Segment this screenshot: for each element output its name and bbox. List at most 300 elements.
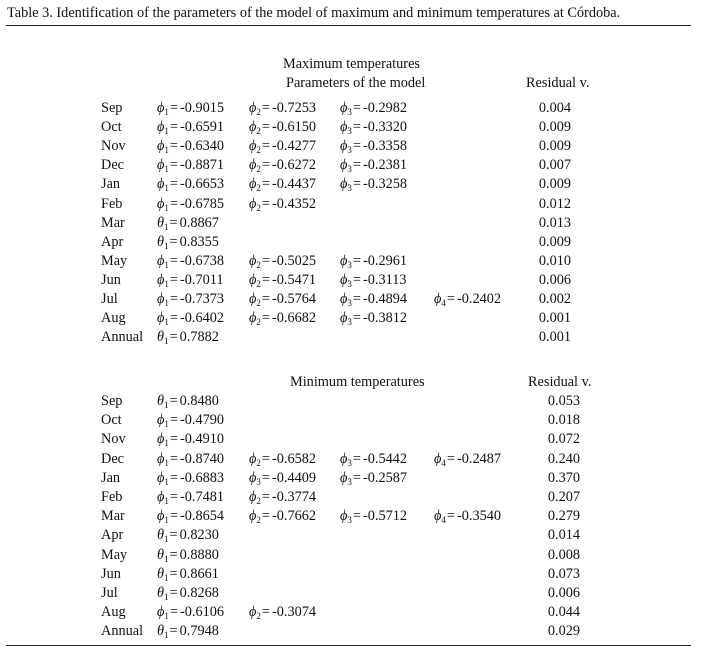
equals-sign: = [261,138,270,155]
parameter-symbol: ϕ [249,291,257,307]
parameter-subscript: 1 [164,164,169,175]
parameter-subscript: 1 [164,592,169,602]
parameter-subscript: 2 [256,107,261,117]
parameter-symbol: θ [157,623,165,640]
parameter-value [157,157,224,174]
parameter-symbol: ϕ [340,469,348,486]
parameter-subscript: 2 [256,259,261,270]
parameter-symbol: ϕ [340,508,348,525]
parameter-value [249,100,316,117]
residual-value: 0.018 [547,412,581,429]
parameter-value [340,272,407,289]
equals-sign: = [169,450,178,467]
parameter-value [157,310,224,327]
equals-sign: = [261,450,270,467]
equals-sign: = [352,271,361,288]
month-label: Apr [101,233,124,250]
month-label: Jan [101,176,121,193]
residual-value: 0.009 [538,119,572,136]
parameter-symbol: ϕ [249,252,257,269]
residual-value: 0.029 [547,623,581,640]
equals-sign: = [446,450,455,467]
parameter-symbol: ϕ [340,176,348,193]
residual-value: 0.072 [547,431,581,448]
parameter-number: -0.3812 [362,310,408,327]
equals-sign: = [261,271,270,288]
parameter-number: -0.7253 [271,100,317,116]
parameter-subscript: 4 [441,298,446,308]
parameter-symbol: ϕ [249,176,257,193]
parameter-symbol: ϕ [249,450,257,467]
parameter-value [340,451,407,468]
parameter-symbol: ϕ [340,271,348,288]
equals-sign: = [261,119,270,136]
table-row [0,470,716,489]
parameter-symbol: ϕ [157,252,165,269]
parameter-number: -0.5712 [362,508,408,525]
parameter-number: -0.6785 [179,195,225,212]
table-row [0,604,716,623]
parameter-value [157,253,224,270]
residual-value: 0.008 [547,546,581,563]
equals-sign: = [169,469,178,486]
parameter-value [157,566,219,583]
parameter-subscript: 2 [256,126,261,137]
equals-sign: = [169,214,178,231]
parameter-value [249,119,316,136]
parameter-subscript: 3 [347,107,352,117]
month-label: Mar [101,214,125,231]
parameter-symbol: ϕ [157,176,165,193]
parameter-symbol: ϕ [157,431,165,448]
equals-sign: = [169,157,178,174]
month-label: May [101,252,128,269]
residual-value: 0.014 [547,527,581,544]
parameter-symbol: ϕ [249,195,257,212]
parameter-symbol: ϕ [340,291,348,307]
parameter-value [157,138,224,155]
residual-value: 0.009 [538,233,572,250]
parameter-symbol: ϕ [157,489,165,505]
parameter-value [157,547,219,564]
parameter-value [157,508,224,525]
parameter-value [157,527,219,544]
equals-sign: = [169,393,178,409]
month-label: Sep [101,393,123,409]
parameter-subscript: 1 [164,336,169,347]
parameter-number: -0.2587 [362,469,408,486]
parameter-subscript: 3 [347,298,352,308]
parameter-value [157,412,224,429]
parameter-number: -0.5471 [271,271,317,288]
parameter-symbol: ϕ [249,271,257,288]
parameter-value [340,157,407,174]
parameter-number: 0.8355 [179,233,219,250]
equals-sign: = [352,119,361,136]
parameter-value [157,451,224,468]
parameter-value [249,253,316,270]
parameter-symbol: ϕ [249,310,257,327]
equals-sign: = [169,329,178,346]
residual-value: 0.207 [547,489,581,505]
parameter-subscript: 1 [164,107,169,117]
equals-sign: = [169,489,178,505]
parameter-subscript: 1 [164,572,169,583]
equals-sign: = [352,291,361,307]
parameter-number: 0.8268 [179,585,219,601]
parameter-value [249,291,316,308]
parameter-value [249,604,316,621]
parameter-subscript: 3 [347,145,352,156]
parameter-value [157,470,224,487]
parameter-value [157,329,219,346]
residual-value: 0.053 [547,393,581,409]
parameter-number: -0.4910 [179,431,225,448]
table-row [0,215,716,234]
month-label: Nov [101,138,126,155]
table-row [0,451,716,470]
parameter-number: 0.7882 [179,329,219,346]
table-row [0,431,716,450]
month-label: Oct [101,412,122,429]
parameter-number: -0.3258 [362,176,408,193]
parameter-value [157,119,224,136]
parameter-subscript: 1 [164,259,169,270]
parameter-value [340,138,407,155]
table-row [0,412,716,431]
table-row [0,623,716,642]
parameter-subscript: 3 [347,515,352,526]
parameter-symbol: ϕ [340,100,348,116]
parameter-number: -0.4409 [271,469,317,486]
parameter-subscript: 1 [164,438,169,449]
parameter-subscript: 1 [164,496,169,506]
parameter-number: -0.4437 [271,176,317,193]
parameter-value [434,291,501,308]
parameter-subscript: 1 [164,400,169,410]
parameter-value [157,291,224,308]
equals-sign: = [352,252,361,269]
equals-sign: = [169,565,178,582]
parameter-number: -0.2487 [456,450,502,467]
parameter-number: -0.3320 [362,119,408,136]
parameter-symbol: ϕ [249,119,257,136]
equals-sign: = [169,527,178,544]
residual-value: 0.006 [547,585,581,601]
equals-sign: = [352,157,361,174]
parameter-value [249,451,316,468]
table-row [0,329,716,348]
parameter-subscript: 4 [441,457,446,468]
table-row [0,196,716,215]
parameter-number: -0.7011 [179,271,224,288]
equals-sign: = [446,291,455,307]
parameter-subscript: 2 [256,298,261,308]
parameter-symbol: ϕ [340,138,348,155]
parameter-subscript: 1 [164,145,169,156]
parameter-subscript: 1 [164,457,169,468]
table-row [0,393,716,412]
parameter-number: -0.6738 [179,252,225,269]
parameter-subscript: 4 [441,515,446,526]
equals-sign: = [261,291,270,307]
parameter-symbol: ϕ [157,469,165,486]
parameter-subscript: 3 [347,476,352,487]
residual-value: 0.013 [538,214,572,231]
equals-sign: = [261,508,270,525]
equals-sign: = [169,176,178,193]
parameter-subscript: 1 [164,126,169,137]
parameter-symbol: ϕ [249,138,257,155]
parameter-symbol: ϕ [340,310,348,327]
parameter-number: -0.6106 [179,604,225,621]
parameter-subscript: 1 [164,317,169,328]
parameter-number: -0.3774 [271,489,317,505]
parameter-value [157,489,224,506]
parameter-subscript: 2 [256,496,261,506]
parameter-value [249,470,316,487]
parameter-symbol: θ [157,329,165,346]
parameter-symbol: ϕ [157,412,165,429]
table-row [0,157,716,176]
parameter-subscript: 3 [347,126,352,137]
parameter-value [434,451,501,468]
equals-sign: = [261,252,270,269]
parameter-symbol: ϕ [340,119,348,136]
residual-value: 0.001 [538,329,572,346]
table-row [0,527,716,546]
parameter-symbol: θ [157,585,165,601]
equals-sign: = [169,252,178,269]
equals-sign: = [169,291,178,307]
parameter-number: -0.8740 [179,450,225,467]
residual-value: 0.007 [538,157,572,174]
parameter-symbol: ϕ [340,450,348,467]
parameter-number: 0.8230 [179,527,219,544]
month-label: Jun [101,271,121,288]
residual-value: 0.009 [538,138,572,155]
parameter-value [157,393,219,410]
parameter-symbol: ϕ [340,157,348,174]
residual-value: 0.006 [538,271,572,288]
month-label: Sep [101,100,123,116]
parameter-subscript: 2 [256,457,261,468]
parameter-number: -0.2402 [456,291,502,307]
month-label: Mar [101,508,125,525]
parameter-value [157,604,224,621]
residual-value: 0.012 [538,195,572,212]
parameter-value [157,215,219,232]
parameter-subscript: 1 [164,240,169,251]
parameter-number: -0.8654 [179,508,225,525]
parameter-subscript: 2 [256,164,261,175]
parameter-subscript: 1 [164,630,169,641]
parameter-number: -0.6883 [179,469,225,486]
residual-value: 0.279 [547,508,581,525]
table-row [0,100,716,119]
parameter-number: -0.9015 [179,100,225,116]
equals-sign: = [352,176,361,193]
equals-sign: = [169,604,178,621]
parameter-number: -0.7481 [179,489,225,505]
equals-sign: = [261,469,270,486]
parameter-subscript: 1 [164,534,169,545]
min-section-title: Minimum temperatures [290,374,425,390]
equals-sign: = [169,508,178,525]
month-label: Dec [101,450,125,467]
parameter-subscript: 1 [164,515,169,526]
equals-sign: = [169,310,178,327]
table-row [0,176,716,195]
equals-sign: = [352,450,361,467]
parameter-subscript: 2 [256,317,261,328]
parameter-symbol: ϕ [249,604,257,621]
parameter-subscript: 3 [347,457,352,468]
parameter-value [157,100,224,117]
month-label: Apr [101,527,124,544]
table-row [0,547,716,566]
equals-sign: = [352,508,361,525]
parameter-number: -0.4277 [271,138,317,155]
equals-sign: = [169,271,178,288]
parameter-number: -0.6272 [271,157,317,174]
equals-sign: = [169,585,178,601]
parameter-value [249,196,316,213]
parameter-number: -0.6582 [271,450,317,467]
equals-sign: = [261,604,270,621]
parameter-value [249,310,316,327]
parameter-subscript: 1 [164,278,169,289]
month-label: Aug [101,310,126,327]
parameter-symbol: ϕ [157,604,165,621]
min-residual-header: Residual v. [528,374,592,390]
parameter-number: -0.6591 [179,119,225,136]
parameter-subscript: 3 [347,278,352,289]
parameter-symbol: ϕ [157,271,165,288]
parameter-subscript: 2 [256,515,261,526]
parameter-number: 0.8661 [179,565,219,582]
residual-value: 0.010 [538,252,572,269]
parameter-subscript: 1 [164,553,169,564]
equals-sign: = [352,138,361,155]
parameter-number: -0.8871 [179,157,225,174]
parameter-value [157,623,219,640]
parameter-value [340,291,407,308]
parameter-symbol: ϕ [249,157,257,174]
equals-sign: = [169,138,178,155]
month-label: Jul [101,585,118,601]
parameter-number: -0.3113 [362,271,407,288]
parameter-symbol: θ [157,527,165,544]
parameter-subscript: 2 [256,145,261,156]
parameter-value [157,431,224,448]
equals-sign: = [352,469,361,486]
residual-value: 0.240 [547,450,581,467]
month-label: Aug [101,604,126,621]
parameter-subscript: 1 [164,476,169,487]
parameter-symbol: θ [157,546,165,563]
parameter-value [340,176,407,193]
parameter-value [157,272,224,289]
parameter-subscript: 1 [164,298,169,308]
equals-sign: = [169,195,178,212]
equals-sign: = [446,508,455,525]
parameter-number: -0.3540 [456,508,502,525]
parameter-symbol: θ [157,565,165,582]
parameter-value [157,176,224,193]
parameter-symbol: ϕ [157,119,165,136]
parameter-value [340,100,407,117]
residual-value: 0.370 [547,469,581,486]
equals-sign: = [352,100,361,116]
parameter-subscript: 3 [256,476,261,487]
parameter-symbol: ϕ [249,508,257,525]
equals-sign: = [169,431,178,448]
month-label: Annual [101,329,144,346]
parameter-symbol: ϕ [157,508,165,525]
residual-value: 0.044 [547,604,581,621]
equals-sign: = [261,310,270,327]
equals-sign: = [261,489,270,505]
equals-sign: = [261,176,270,193]
equals-sign: = [169,119,178,136]
table-row [0,566,716,585]
parameter-subscript: 1 [164,202,169,213]
table-row [0,138,716,157]
parameter-subscript: 3 [347,317,352,328]
parameter-symbol: ϕ [249,100,257,116]
parameter-symbol: ϕ [157,450,165,467]
month-label: Feb [101,489,123,505]
parameter-value [157,196,224,213]
parameter-symbol: θ [157,393,165,409]
parameter-number: -0.6653 [179,176,225,193]
parameter-subscript: 2 [256,202,261,213]
parameter-number: -0.6340 [179,138,225,155]
parameter-number: -0.6682 [271,310,317,327]
parameter-symbol: θ [157,214,165,231]
residual-value: 0.073 [547,565,581,582]
residual-value: 0.004 [538,100,572,116]
parameter-value [340,253,407,270]
equals-sign: = [169,623,178,640]
parameter-symbol: ϕ [157,291,165,307]
parameter-number: 0.8480 [179,393,219,409]
table-row [0,119,716,138]
parameter-subscript: 3 [347,259,352,270]
table-row [0,310,716,329]
table-row [0,585,716,604]
month-label: Annual [101,623,144,640]
parameter-value [340,119,407,136]
parameter-value [249,508,316,525]
table-row [0,489,716,508]
parameter-symbol: ϕ [434,291,442,307]
max-section-title: Maximum temperatures [283,56,420,72]
residual-value: 0.009 [538,176,572,193]
parameter-symbol: ϕ [157,195,165,212]
parameter-number: -0.5442 [362,450,408,467]
parameter-value [340,508,407,525]
parameter-subscript: 3 [347,164,352,175]
parameter-subscript: 1 [164,611,169,622]
parameter-number: -0.2381 [362,157,408,174]
parameter-number: -0.5025 [271,252,317,269]
parameter-number: -0.2982 [362,100,408,116]
equals-sign: = [261,157,270,174]
parameter-number: 0.8867 [179,214,219,231]
parameter-number: -0.5764 [271,291,317,307]
